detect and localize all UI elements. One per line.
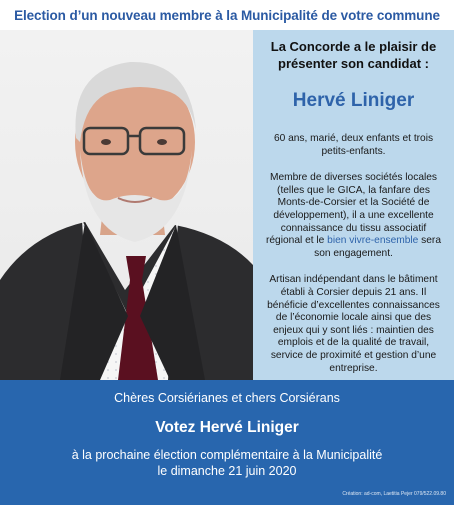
vote-call: Votez Hervé Liniger [155, 419, 299, 436]
footer-banner [0, 380, 454, 505]
bio-associations-text: Membre de diverses sociétés locales (telles que le GICA, la fanfare des Monts-de-Corsier et la Société de développement), il a une excellente connaissance du tissu associatif régional et le [266, 172, 438, 247]
candidate-info-panel [253, 30, 454, 380]
candidate-photo [0, 30, 253, 380]
bio-profession: Artisan indépendant dans le bâtiment établi à Corsier depuis 21 ans. Il bénéficie d’excellentes connaissances de l’économie locale ainsi que des enjeux qui y sont liés : maintien des emplois et de la qualité de travail, service de proximité et gestion d’une entreprise. [267, 274, 440, 374]
bio-family: 60 ans, marié, deux enfants et trois petits-enfants. [273, 133, 434, 157]
page-title: Election d’un nouveau membre à la Municipalité de votre commune [14, 7, 440, 23]
election-date: le dimanche 21 juin 2020 [157, 463, 297, 478]
election-line: à la prochaine élection complémentaire à la Municipalité [71, 448, 383, 462]
bio-associations [263, 172, 444, 260]
bio-associations-end: sera son engagement. [314, 235, 441, 259]
candidate-name: Hervé Liniger [292, 90, 415, 111]
intro-text: La Concorde a le plaisir de présenter son candidat : [270, 39, 437, 71]
highlight-bien-vivre-ensemble: bien vivre-ensemble [327, 235, 419, 247]
greeting: Chères Corsiérianes et chers Corsiérans [114, 391, 340, 405]
credits: Création: ad-com, Laetitia Pejer 079/522.09.80 [342, 491, 446, 497]
